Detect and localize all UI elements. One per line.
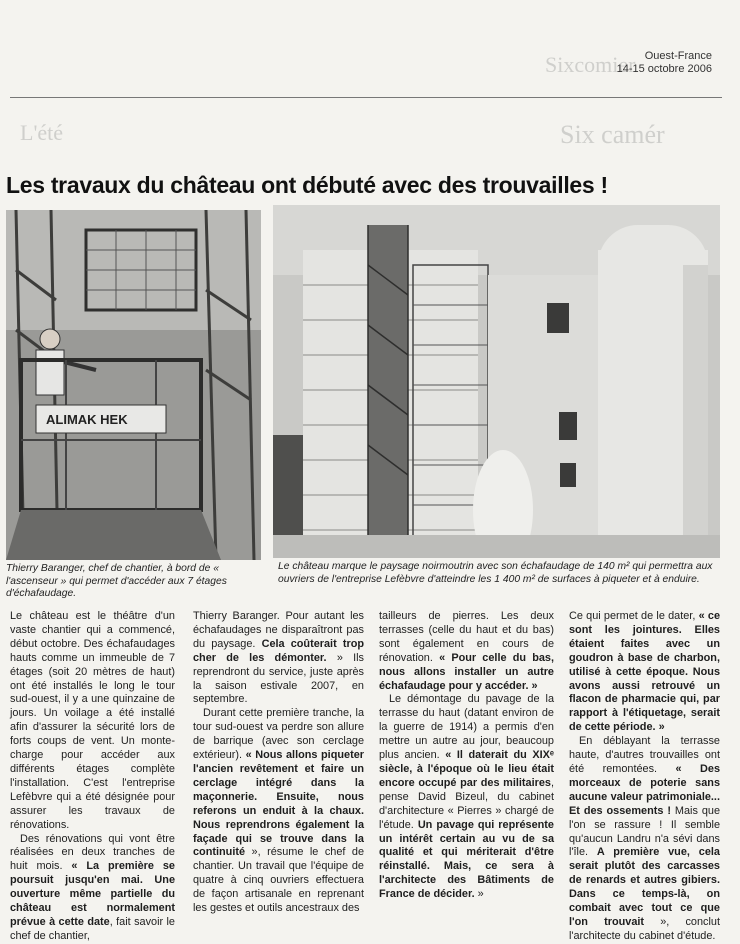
text-run: , fait savoir le chef de chantier, bbox=[10, 915, 175, 942]
text-run: » Ils reprendront du service, juste après la saison estivale 2007, en septembre. bbox=[193, 651, 364, 706]
article-paragraph bbox=[569, 610, 720, 735]
text-run: Le château est le théâtre d'un vaste chantier qui a commencé, début octobre. Des échafaudages hauts comme un immeuble de 7 étages (soit 20 mètres de haut) ont été installés le long le tour sud-ouest, il y a une quinzaine de jours. Un voilage a été installé afin d'assurer la sécurité lors de forts coups de vent. Un monte-charge pour accéder aux différents étages complète l'installation. C'est l'entreprise Lefèbvre qui a été désignée pour assurer les travaux de rénovations. bbox=[10, 610, 175, 831]
article-column-1 bbox=[10, 610, 175, 944]
quote-run: « Des morceaux de poterie sans aucune valeur patrimoniale... Et des ossements ! bbox=[569, 762, 720, 817]
article-headline: Les travaux du château ont débuté avec des trouvailles ! bbox=[6, 172, 608, 198]
text-run: Ce qui permet de le dater, bbox=[569, 610, 699, 622]
quote-run: « Il daterait du XIXᵉ siècle, à l'époque où le lieu était encore occupé par des militaires bbox=[379, 749, 554, 789]
quote-run: Cela coûterait trop cher de les démonter. bbox=[193, 637, 364, 664]
article-paragraph bbox=[193, 707, 364, 916]
quote-run: « ce sont les jointures. Elles étaient faites avec un goudron à base de charbon, utilisé à cette époque. Nous avons aussi retrouvé un flacon de pharmacie qui, par rapport à l'étiquetage, serait de cette période. » bbox=[569, 610, 720, 734]
text-run: Des rénovations qui vont être réalisées en deux tranches de huit mois. bbox=[10, 832, 175, 873]
text-run: », résume le chef de chantier. Un travail que l'équipe de quatre à cinq ouvriers effectuera de façon artisanale en reprenant les gestes et outils ancestraux des bbox=[193, 846, 364, 915]
text-run: , pense David Bizeul, du cabinet d'architecture « Pierres » chargé de l'étude. bbox=[379, 776, 554, 831]
quote-run: « Pour celle du bas, nous allons installer un autre échafaudage pour y accéder. » bbox=[379, 651, 554, 692]
article-paragraph bbox=[379, 610, 554, 693]
publication-date: 14-15 octobre 2006 bbox=[616, 63, 712, 75]
publication-info bbox=[617, 50, 712, 76]
text-run: » bbox=[474, 888, 484, 901]
quote-run: « Nous allons piqueter l'ancien revêtement et faire un cerclage intégré dans la maçonnerie. Ensuite, nous referons un enduit à la chaux. Nous reprendrons également la façade qui se trouve dans la continuité bbox=[193, 749, 364, 859]
text-run: tailleurs de pierres. Les deux terrasses (celle du haut et du bas) sont également en cours de rénovation. bbox=[379, 610, 554, 664]
article-paragraph bbox=[10, 833, 175, 944]
bleed-through-text: Sixcomier bbox=[545, 52, 636, 77]
lift-sign-text: ALIMAK HEK bbox=[46, 412, 128, 427]
text-run: Thierry Baranger. Pour autant les échafaudages ne disparaîtront pas du paysage. bbox=[193, 610, 364, 650]
article-column-4 bbox=[569, 610, 720, 944]
caption-photo-2: Le château marque le paysage noirmoutrin avec son échafaudage de 140 m² qui permettra aux ouvriers de l'entreprise Lefèbvre d'atteindre les 1 400 m² de surfaces à piqueter et à enduire. bbox=[278, 561, 713, 585]
publication-name: Ouest-France bbox=[644, 50, 712, 62]
text-run: En déblayant la terrasse haute, d'autres trouvailles ont été remontées. bbox=[569, 735, 720, 775]
article-paragraph bbox=[193, 610, 364, 707]
quote-run: « La première se poursuit jusqu'en mai. Une ouverture même partielle du château est normalement prévue à cette date bbox=[10, 860, 175, 928]
bleed-through-text: Six camér bbox=[560, 120, 665, 149]
article-paragraph bbox=[569, 735, 720, 944]
header-rule bbox=[10, 97, 722, 98]
text-run: Durant cette première tranche, la tour sud-ouest va perdre son allure de barrique (avec son cerclage extérieur). bbox=[193, 707, 364, 762]
text-run: Le démontage du pavage de la terrasse du haut (datant environ de la guerre de 1914) a permis d'en mettre un autre au jour, beaucoup plus ancien. bbox=[379, 693, 554, 762]
quote-run: A première vue, cela serait plutôt des carcasses de renards et autres gibiers. Dans ce temps-là, on combait avec tout ce que l'on trouvait bbox=[569, 846, 720, 928]
text-run: », conclut l'architecte du cabinet d'étude. bbox=[569, 915, 720, 942]
photo-foreman-lift bbox=[6, 210, 261, 560]
article-column-2 bbox=[193, 610, 364, 916]
caption-photo-1: Thierry Baranger, chef de chantier, à bord de « l'ascenseur » qui permet d'accéder aux 7 étages d'échafaudage. bbox=[6, 563, 227, 600]
text-run: Mais que l'on se rassure ! Il semble qu'aucun Landru n'a sévi dans l'île. bbox=[569, 804, 721, 859]
bleed-through-text: L'été bbox=[20, 120, 64, 145]
article-paragraph bbox=[10, 610, 175, 833]
photo-chateau-scaffolding bbox=[273, 205, 720, 558]
article-paragraph bbox=[379, 693, 554, 902]
article-column-3 bbox=[379, 610, 554, 902]
quote-run: Un pavage qui représente un intérêt certain au vu de sa qualité et qui mériterait d'être réinstallé. Mais, ce sera à l'architecte des Bâtiments de France de décider. bbox=[379, 818, 554, 901]
